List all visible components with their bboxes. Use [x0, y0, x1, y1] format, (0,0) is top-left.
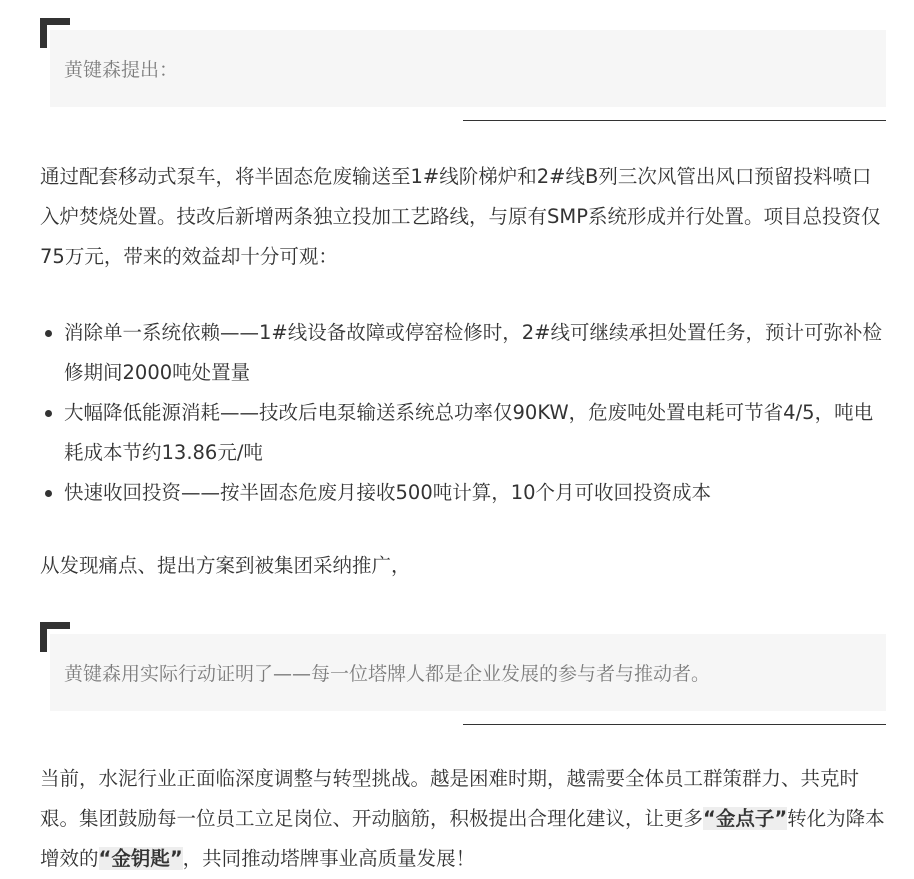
quote-underline — [463, 724, 886, 725]
list-item-text: 消除单一系统依赖——1#线设备故障或停窑检修时，2#线可继续承担处置任务，预计可弥补检修期间2000吨处置量 — [64, 321, 882, 384]
list-item-text: 大幅降低能源消耗——技改后电泵输送系统总功率仅90KW，危废吨处置电耗可节省4/5，吨电耗成本节约13.86元/吨 — [64, 401, 874, 464]
quote-box — [50, 634, 886, 711]
highlight-golden-idea: “金点子” — [703, 807, 788, 830]
quote-underline — [463, 120, 886, 121]
list-item — [40, 313, 888, 393]
quote-block-2 — [40, 622, 886, 727]
paragraph-transition: 从发现痛点、提出方案到被集团采纳推广， — [40, 554, 411, 577]
list-item — [40, 393, 888, 473]
quote-text: 黄键森提出： — [64, 59, 179, 81]
quote-text: 黄键森用实际行动证明了——每一位塔牌人都是企业发展的参与者与推动者。 — [64, 663, 711, 685]
closing-text-c: ，共同推动塔牌事业高质量发展！ — [182, 847, 476, 870]
paragraph-intro: 通过配套移动式泵车，将半固态危废输送至1#线阶梯炉和2#线B列三次风管出风口预留投料喷口入炉焚烧处置。技改后新增两条独立投加工艺路线，与原有SMP系统形成并行处置。项目总投资仅75万元，带来的效益却十分可观： — [40, 165, 881, 268]
closing-text-b: 转化为降本增效的 — [40, 807, 885, 870]
list-item-text: 快速收回投资——按半固态危废月接收500吨计算，10个月可收回投资成本 — [64, 481, 712, 504]
bullet-dot — [45, 410, 52, 417]
paragraph-closing — [40, 759, 888, 879]
bullet-dot — [45, 330, 52, 337]
list-item — [40, 473, 888, 513]
closing-text-a: 当前，水泥行业正面临深度调整与转型挑战。越是困难时期，越需要全体员工群策群力、共克时艰。集团鼓励每一位员工立足岗位、开动脑筋，积极提出合理化建议，让更多 — [40, 767, 860, 830]
bullet-dot — [45, 490, 52, 497]
benefit-list — [40, 313, 888, 513]
quote-box — [50, 30, 886, 107]
highlight-golden-key: “金钥匙” — [98, 847, 183, 870]
quote-block-1 — [40, 18, 886, 123]
